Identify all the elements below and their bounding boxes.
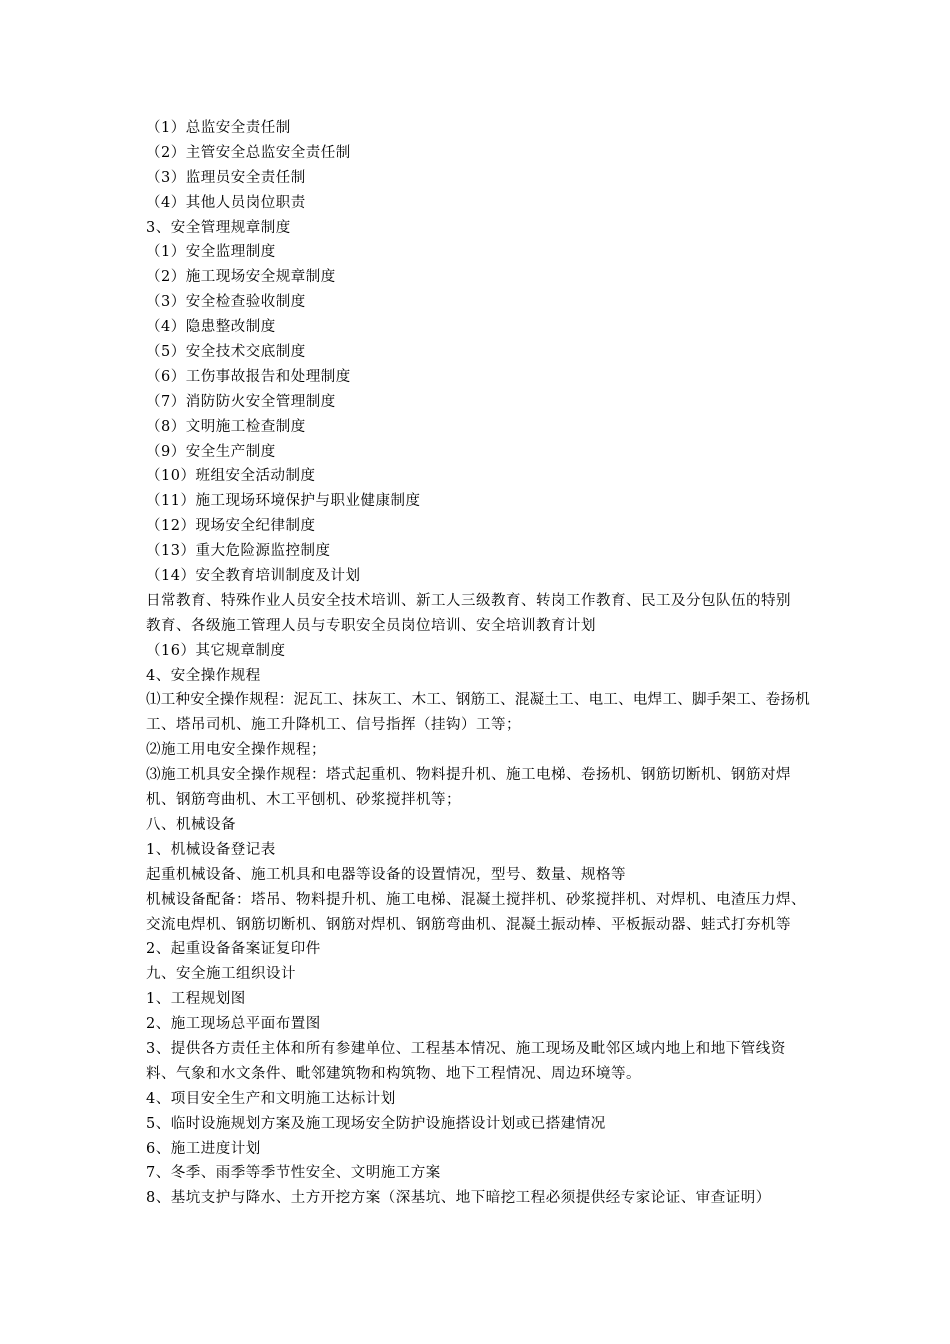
text-line: ⑶施工机具安全操作规程：塔式起重机、物料提升机、施工电梯、卷扬机、钢筋切断机、钢筋对焊 <box>146 767 791 784</box>
text-line: ⑵施工用电安全操作规程； <box>146 742 326 759</box>
text-line: （8）文明施工检查制度 <box>146 418 306 435</box>
text-line: （4）其他人员岗位职责 <box>146 194 306 211</box>
document-body <box>146 116 810 1211</box>
text-line: （4）隐患整改制度 <box>146 319 276 336</box>
text-line: 3、提供各方责任主体和所有参建单位、工程基本情况、施工现场及毗邻区域内地上和地下管线资 <box>146 1040 786 1057</box>
section-heading: 4、项目安全生产和文明施工达标计划 <box>146 1090 396 1107</box>
section-heading: 1、工程规划图 <box>146 991 246 1008</box>
text-line: 起重机械设备、施工机具和电器等设备的设置情况，型号、数量、规格等 <box>146 866 626 883</box>
text-line: （2）主管安全总监安全责任制 <box>146 144 351 161</box>
text-line: ⑴工种安全操作规程：泥瓦工、抹灰工、木工、钢筋工、混凝土工、电工、电焊工、脚手架工、卷扬机 <box>146 692 810 709</box>
text-line: 教育、各级施工管理人员与专职安全员岗位培训、安全培训教育计划 <box>146 617 596 634</box>
text-line: （14）安全教育培训制度及计划 <box>146 568 361 585</box>
text-line: （5）安全技术交底制度 <box>146 344 306 361</box>
text-line: （13）重大危险源监控制度 <box>146 543 331 560</box>
text-line: （9）安全生产制度 <box>146 443 276 460</box>
chapter-heading: 八、机械设备 <box>146 816 236 833</box>
section-heading: 2、起重设备备案证复印件 <box>146 941 321 958</box>
text-line: （7）消防防火安全管理制度 <box>146 393 336 410</box>
section-heading: 3、安全管理规章制度 <box>146 219 291 236</box>
text-line: 料、气象和水文条件、毗邻建筑物和构筑物、地下工程情况、周边环境等。 <box>146 1065 641 1082</box>
text-line: （10）班组安全活动制度 <box>146 468 316 485</box>
section-heading: 7、冬季、雨季等季节性安全、文明施工方案 <box>146 1165 441 1182</box>
text-line: （3）安全检查验收制度 <box>146 294 306 311</box>
section-heading: 5、临时设施规划方案及施工现场安全防护设施搭设计划或已搭建情况 <box>146 1115 606 1132</box>
text-line: （1）安全监理制度 <box>146 244 276 261</box>
section-heading: 1、机械设备登记表 <box>146 841 276 858</box>
text-line: （11）施工现场环境保护与职业健康制度 <box>146 493 421 510</box>
section-heading: 2、施工现场总平面布置图 <box>146 1016 321 1033</box>
text-line: 交流电焊机、钢筋切断机、钢筋对焊机、钢筋弯曲机、混凝土振动棒、平板振动器、蛙式打夯机等 <box>146 916 791 933</box>
section-heading: 6、施工进度计划 <box>146 1140 261 1157</box>
chapter-heading: 九、安全施工组织设计 <box>146 966 296 983</box>
text-line: （1）总监安全责任制 <box>146 120 291 136</box>
text-line: （2）施工现场安全规章制度 <box>146 269 336 286</box>
section-heading: 4、安全操作规程 <box>146 667 261 684</box>
text-line: （6）工伤事故报告和处理制度 <box>146 368 351 385</box>
text-line: 日常教育、特殊作业人员安全技术培训、新工人三级教育、转岗工作教育、民工及分包队伍的特别 <box>146 592 791 609</box>
text-line: （16）其它规章制度 <box>146 642 286 659</box>
text-line: 机械设备配备：塔吊、物料提升机、施工电梯、混凝土搅拌机、砂浆搅拌机、对焊机、电渣压力焊、 <box>146 891 806 908</box>
text-line: （3）监理员安全责任制 <box>146 169 306 186</box>
section-heading: 8、基坑支护与降水、土方开挖方案（深基坑、地下暗挖工程必须提供经专家论证、审查证明） <box>146 1190 771 1207</box>
text-line: 工、塔吊司机、施工升降机工、信号指挥（挂钩）工等； <box>146 717 521 734</box>
text-line: 机、钢筋弯曲机、木工平刨机、砂浆搅拌机等； <box>146 792 461 809</box>
text-line: （12）现场安全纪律制度 <box>146 518 316 535</box>
